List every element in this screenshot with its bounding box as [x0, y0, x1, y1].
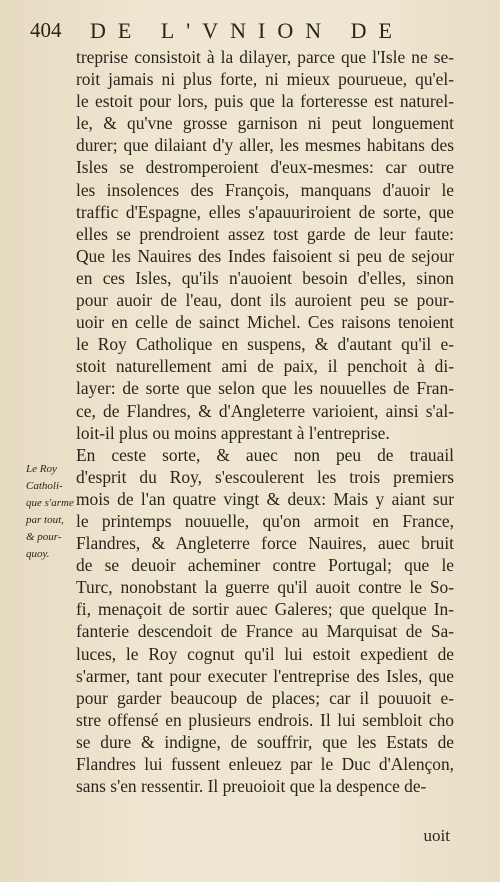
text-line: mois de l'an quatre vingt & deux: Mais y aiant sur	[76, 488, 454, 509]
text-line: le, & qu'vne grosse garnison ni peut longuement	[76, 113, 454, 134]
margin-note-line: & pour-	[26, 531, 62, 543]
margin-note-line: par tout,	[26, 514, 64, 526]
catchword: uoit	[423, 826, 450, 845]
text-line: Flandres, & Angleterre force Nauires, auec bruit	[76, 533, 454, 554]
text-line: Flandres lui fussent enleuez par le Duc d'Alençon,	[76, 754, 454, 774]
text-line: les insolences des François, manquans d'auoir le	[76, 179, 454, 200]
text-line: uoir en celle de sainct Michel. Ces raisons tenoient	[76, 312, 454, 333]
text-line: layer: de sorte que selon que les nouuelles de Fran-	[76, 378, 454, 399]
text-line: elles se prendroient assez tost garde de leur faute:	[76, 223, 454, 244]
text-line: Turc, nonobstant la guerre qu'il auoit contre le So-	[76, 577, 454, 598]
text-line: le printemps nouuelle, qu'on armoit en France,	[76, 510, 454, 531]
text-line: le estoit pour lors, puis que la forteresse est naturel-	[76, 91, 454, 112]
text-line: Isles se destromperoient d'eux-mesmes: car outre	[76, 157, 454, 178]
text-line: de se deuoir acheminer contre Portugal; que le	[76, 555, 454, 576]
text-line: pour garder beaucoup de places; car il pouuoit e-	[76, 687, 454, 708]
text-line: en ces Isles, qu'ils n'auoient besoin d'elles, sinon	[76, 267, 454, 288]
text-line: fi, menaçoit de sortir auec Galeres; que quelque In-	[76, 599, 454, 620]
text-line: fanterie descendoit de France au Marquisat de Sa-	[76, 621, 454, 642]
margin-note-line: Le Roy	[26, 463, 57, 475]
text-line: stre offensé en plusieurs endrois. Il lui sembloit cho	[76, 709, 454, 730]
text-line: ce, de Flandres, & d'Angleterre varioient, ainsi s'al-	[76, 400, 454, 421]
text-line: traffic d'Espagne, elles s'apauuriroient de sorte, que	[76, 201, 454, 222]
margin-note-line: Catholi-	[26, 480, 63, 492]
text-line: d'esprit du Roy, s'escoulerent les trois premiers	[76, 466, 454, 487]
text-line: roit jamais ni plus forte, ni mieux pourueue, qu'el-	[76, 69, 454, 90]
running-head: DE L'VNION DE	[90, 18, 404, 43]
text-line: luces, le Roy cognut qu'il lui estoit expedient de	[76, 643, 454, 664]
body-text	[76, 46, 454, 797]
page-header	[30, 18, 460, 46]
margin-note	[26, 461, 76, 563]
margin-note-line: quoy.	[26, 548, 50, 560]
text-line: se dure & indigne, de souffrir, que les Estats de	[76, 731, 454, 752]
text-line: stoit naturellement ami de paix, il penchoit à di-	[76, 356, 454, 377]
margin-note-line: que s'arme	[26, 497, 74, 509]
text-line: durer; que dilaiant d'y aller, les mesmes habitans des	[76, 135, 454, 156]
text-line: s'armer, tant pour executer l'entreprise des Isles, que	[76, 665, 454, 686]
text-line: loit-il plus ou moins apprestant à l'entreprise.	[76, 422, 390, 443]
text-line: le Roy Catholique en suspens, & d'autant qu'il e-	[76, 334, 454, 355]
text-line: sans s'en ressentir. Il preuoioit que la despence de-	[76, 776, 427, 797]
text-line: treprise consistoit à la dilayer, parce que l'Isle ne se-	[76, 47, 454, 67]
text-line: En ceste sorte, & auec non peu de trauail	[76, 444, 454, 465]
text-line: Que les Nauires des Indes faisoient si peu de sejour	[76, 245, 454, 266]
page-number: 404	[30, 18, 62, 42]
text-line: pour auoir de l'eau, dont ils auroient peu se pour-	[76, 290, 454, 311]
